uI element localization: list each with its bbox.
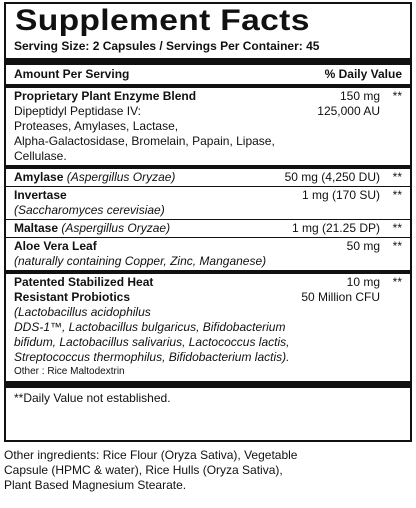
divider-thick	[6, 381, 410, 388]
other-ingredients	[4, 448, 412, 493]
panel-title: Supplement Facts	[14, 4, 310, 37]
blend-line-2: Alpha-Galactosidase, Bromelain, Papain, Lipase,	[14, 134, 275, 148]
header-amount: Amount Per Serving	[14, 67, 130, 81]
row-amylase	[6, 169, 410, 186]
divider-thick	[6, 58, 410, 65]
blend-amount: 150 mg	[339, 89, 380, 103]
maltase-source: (Aspergillus Oryzae)	[61, 221, 171, 235]
row-invertase	[6, 187, 410, 219]
amylase-amount: 50 mg (4,250 DU)	[284, 170, 380, 184]
amylase-name: Amylase	[14, 170, 64, 184]
probiotics-line-3: bifidum, Lactobacillus salivarius, Lactococcus lactis,	[14, 335, 290, 349]
daily-value-footnote: **Daily Value not established.	[14, 391, 171, 405]
serving-info: Serving Size: 2 Capsules / Servings Per Container: 45	[14, 39, 320, 53]
maltase-dv: **	[392, 221, 402, 235]
probiotics-line-4: Streptococcus thermophilus, Bifidobacterium lactis).	[14, 350, 290, 364]
blend-dv: **	[392, 89, 402, 103]
probiotics-other: Other : Rice Maltodextrin	[14, 366, 125, 377]
probiotics-dv: **	[392, 275, 402, 289]
invertase-name: Invertase	[14, 188, 67, 202]
probiotics-cfu: 50 Million CFU	[301, 290, 380, 304]
blend-name: Proprietary Plant Enzyme Blend	[14, 89, 197, 103]
amylase-dv: **	[392, 170, 402, 184]
column-header	[6, 65, 410, 84]
supplement-facts-panel	[4, 2, 412, 442]
row-aloe-vera	[6, 238, 410, 270]
header-daily-value: % Daily Value	[324, 67, 402, 81]
probiotics-line-2: DDS-1™, Lactobacillus bulgaricus, Bifidobacterium	[14, 320, 286, 334]
blend-line-1: Proteases, Amylases, Lactase,	[14, 119, 179, 133]
row-probiotics	[6, 274, 410, 379]
other-ingredients-line-2: Capsule (HPMC & water), Rice Hulls (Oryza Sativa),	[4, 463, 283, 477]
row-enzyme-blend	[6, 88, 410, 165]
other-ingredients-line-3: Plant Based Magnesium Stearate.	[4, 478, 187, 492]
row-maltase	[6, 220, 410, 237]
other-ingredients-line-1: Other ingredients: Rice Flour (Oryza Sativa), Vegetable	[4, 448, 298, 462]
aloe-dv: **	[392, 239, 402, 253]
aloe-source: (naturally containing Copper, Zinc, Manganese)	[14, 254, 267, 268]
blend-sub-name: Dipeptidyl Peptidase IV:	[14, 104, 141, 118]
invertase-amount: 1 mg (170 SU)	[301, 188, 380, 202]
blend-line-3: Cellulase.	[14, 149, 67, 163]
invertase-dv: **	[392, 188, 402, 202]
blend-sub-amount: 125,000 AU	[317, 104, 380, 118]
invertase-source: (Saccharomyces cerevisiae)	[14, 203, 165, 217]
probiotics-line-1: (Lactobacillus acidophilus	[14, 305, 151, 319]
aloe-name: Aloe Vera Leaf	[14, 239, 97, 253]
probiotics-name-2: Resistant Probiotics	[14, 290, 131, 304]
probiotics-amount: 10 mg	[346, 275, 380, 289]
maltase-name: Maltase	[14, 221, 59, 235]
probiotics-name-1: Patented Stabilized Heat	[14, 275, 154, 289]
amylase-source: (Aspergillus Oryzae)	[66, 170, 176, 184]
aloe-amount: 50 mg	[346, 239, 380, 253]
maltase-amount: 1 mg (21.25 DP)	[291, 221, 380, 235]
